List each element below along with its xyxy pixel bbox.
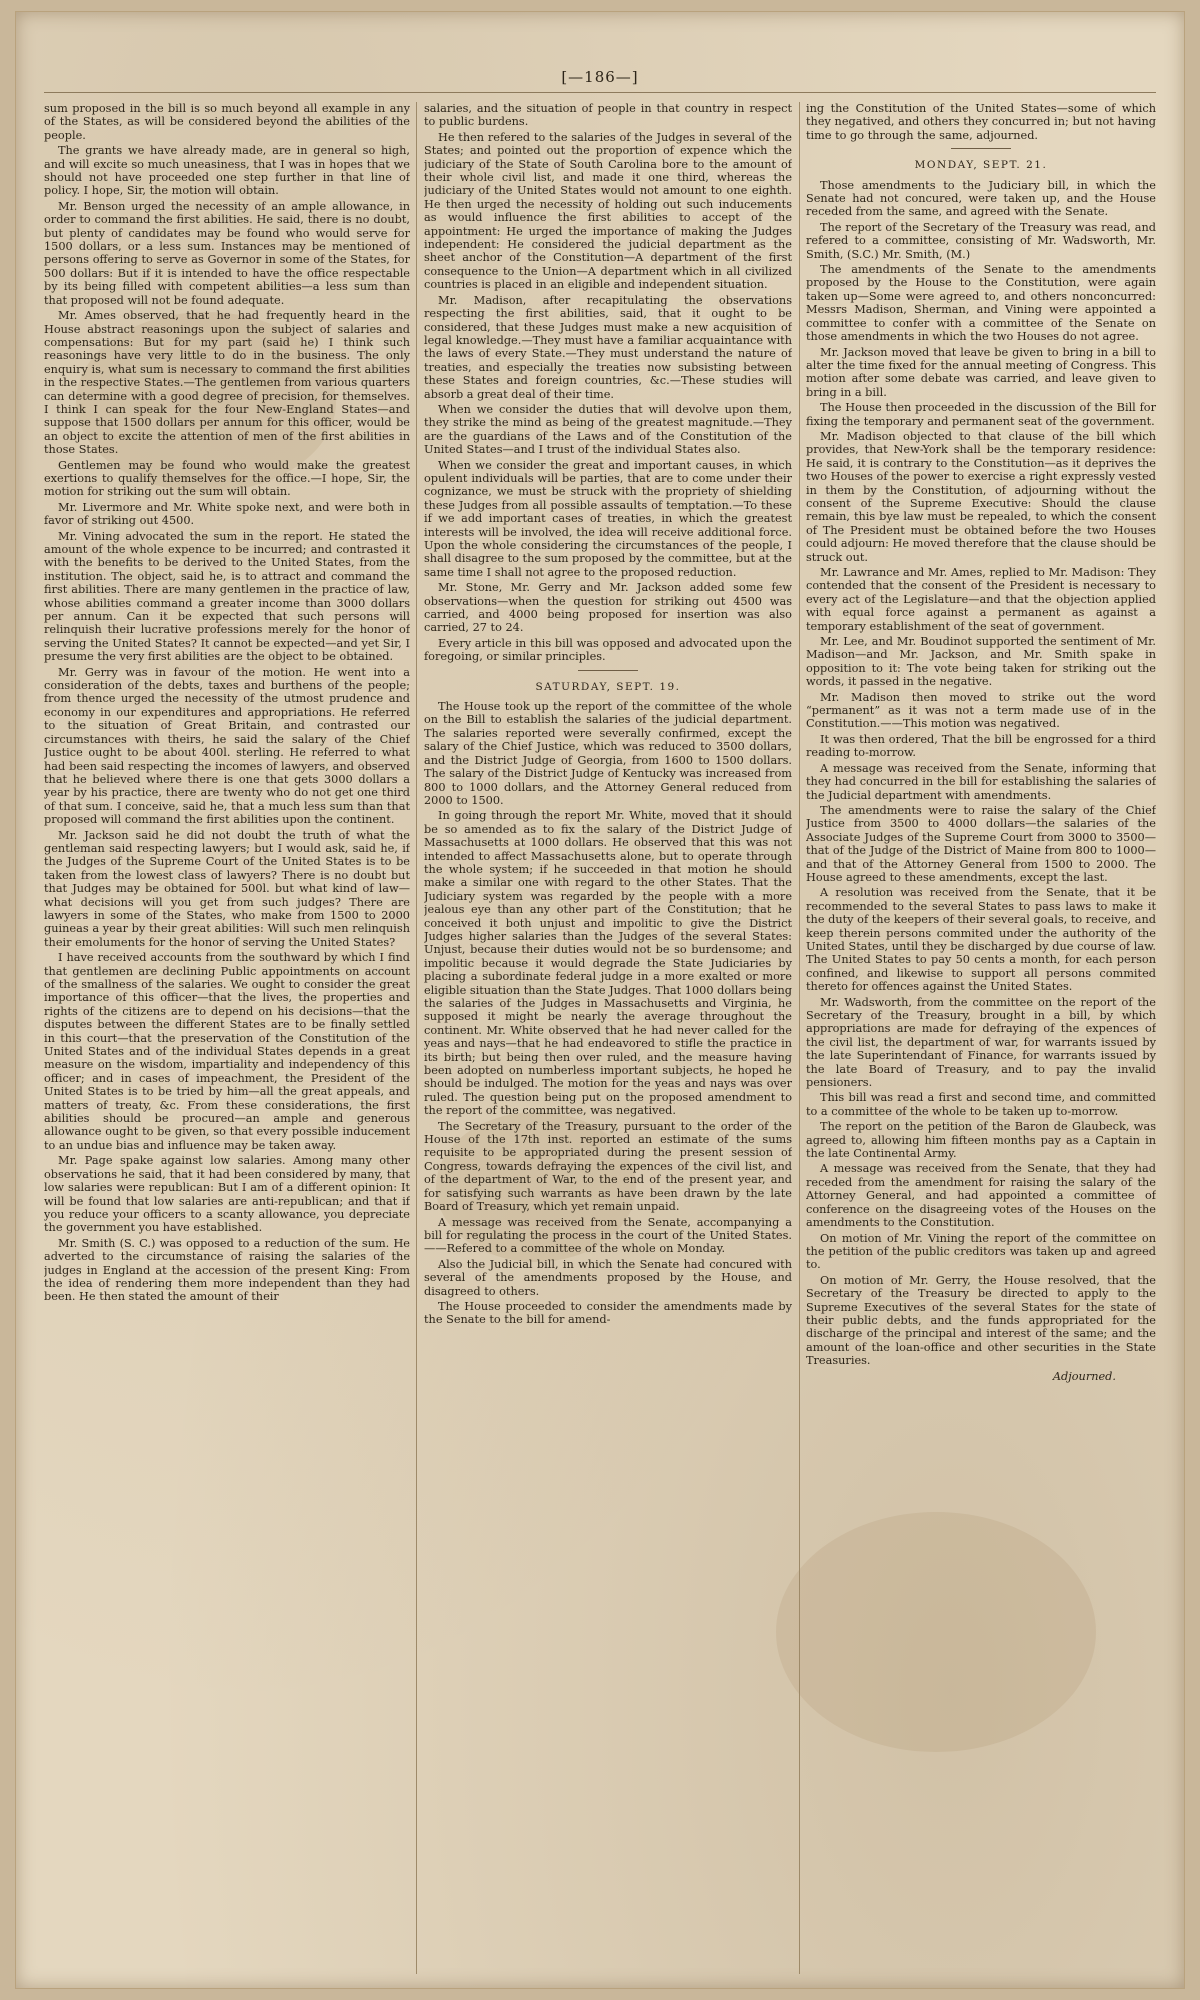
paragraph: He then refered to the salaries of the Judges in several of the States; and pointed out the proportion of expence which the judiciary of the State of South Carolina bore to the amount of their whole civil list, and made it one third, whereas the judiciary of the United States would not amount to one eighth. He then urged the necessity of holding out such inducements as would influence the first abilities to accept of the appointment: He urged the importance of making the Judges independent: He considered the judicial department as the sheet anchor of the Constitution—A department of the first consequence to the Union—A department which in all civilized countries is placed in an eligible and independent situation. (424, 130, 792, 292)
date-heading-monday: MONDAY, SEPT. 21. (914, 159, 1048, 172)
paragraph: The Secretary of the Treasury, pursuant to the order of the House of the 17th inst. reported an estimate of the sums requisite to be appropriated during the present session of Congress, towards defraying the expences of the civil list, and of the department of War, to the end of the present year, and for satisfying such warrants as have been drawn by the late Board of Treasury, which yet remain unpaid. (424, 1119, 792, 1214)
paragraph: Mr. Stone, Mr. Gerry and Mr. Jackson added some few observations—when the question for striking out 4500 was carried, and 4000 being proposed for insertion was also carried, 27 to 24. (424, 581, 792, 635)
paragraph: Mr. Page spake against low salaries. Among many other observations he said, that it had been considered by many, that low salaries were republican: But I am of a different opinion: It will be found that low salaries are anti-republican; and that if you reduce your officers to a scanty allowance, you depreciate the government you have established. (44, 1154, 410, 1235)
paragraph: The amendments were to raise the salary of the Chief Justice from 3500 to 4000 dollars—the salaries of the Associate Judges of the Supreme Court from 3000 to 3500—that of the Judge of the District of Maine from 800 to 1000—and that of the Attorney General from 1500 to 2000. The House agreed to these amendments, except the last. (806, 803, 1156, 884)
paragraph: When we consider the duties that will devolve upon them, they strike the mind as being of the greatest magnitude.—They are the guardians of the Laws and of the Constitution of the United States—and I trust of the individual States also. (424, 402, 792, 457)
column-divider (416, 102, 417, 1974)
paragraph: On motion of Mr. Vining the report of the committee on the petition of the public creditors was taken up and agreed to. (806, 1231, 1156, 1272)
column-1 (44, 102, 410, 1974)
paragraph: Mr. Jackson moved that leave be given to bring in a bill to alter the time fixed for the annual meeting of Congress. This motion after some debate was carried, and leave given to bring in a bill. (806, 345, 1156, 399)
paragraph: The House took up the report of the committee of the whole on the Bill to establish the salaries of the judicial department. The salaries reported were severally confirmed, except the salary of the Chief Justice, which was reduced to 3500 dollars, and the District Judge of Georgia, from 1600 to 1500 dollars. The salary of the District Judge of Kentucky was increased from 800 to 1000 dollars, and the Attorney General reduced from 2000 to 1500. (424, 700, 792, 807)
paragraph: When we consider the great and important causes, in which opulent individuals will be parties, that are to come under their cognizance, we must be struck with the propriety of shielding these Judges from all possible assaults of temptation.—To these if we add important cases of treaties, in which the greatest interests will be involved, the idea will receive additional force. Upon the whole considering the circumstances of the people, I shall disagree to the sum proposed by the committee, but at the same time I shall not agree to the proposed reduction. (424, 458, 792, 579)
paragraph: The grants we have already made, are in general so high, and will excite so much uneasiness, that I was in hopes that we should not have proceeded one step further in that line of policy. I hope, Sir, the motion will obtain. (44, 144, 410, 198)
paragraph: Those amendments to the Judiciary bill, in which the Senate had not concured, were taken up, and the House receded from the same, and agreed with the Senate. (806, 178, 1156, 219)
column-2 (424, 102, 792, 1974)
paragraph: This bill was read a first and second time, and committed to a committee of the whole to be taken up to-morrow. (806, 1091, 1156, 1118)
paragraph: Mr. Lee, and Mr. Boudinot supported the sentiment of Mr. Madison—and Mr. Jackson, and Mr. Smith spake in opposition to it: The vote being taken for striking out the words, it passed in the negative. (806, 635, 1156, 689)
paragraph: On motion of Mr. Gerry, the House resolved, that the Secretary of the Treasury be directed to apply to the Supreme Executives of the several States for the state of their public debts, and the funds appropriated for the discharge of the principal and interest of the same; and the amount of the loan-office and other securities in the State Treasuries. (806, 1273, 1156, 1368)
paragraph: Every article in this bill was opposed and advocated upon the foregoing, or similar principles. (424, 636, 792, 664)
date-heading-saturday: SATURDAY, SEPT. 19. (535, 680, 681, 693)
paragraph: Also the Judicial bill, in which the Senate had concured with several of the amendments proposed by the House, and disagreed to others. (424, 1257, 792, 1298)
paragraph: Mr. Madison, after recapitulating the observations respecting the first abilities, said, that it ought to be considered, that these Judges must make a new acquisition of legal knowledge.—They must have a familiar acquaintance with the laws of every State.—They must understand the nature of treaties, and especially the treaties now subsisting between these States and foreign countries, &c.—These studies will absorb a great deal of their time. (424, 293, 792, 401)
page-number: [—186—] (561, 68, 639, 86)
header-rule (44, 92, 1156, 93)
column-3 (806, 102, 1156, 1974)
paragraph: ing the Constitution of the United States—some of which they negatived, and others they concurred in; but not having time to go through the same, adjourned. (806, 102, 1156, 142)
paragraph: A message was received from the Senate, informing that they had concurred in the bill for establishing the salaries of the Judicial department with amendments. (806, 761, 1156, 802)
paragraph: The report of the Secretary of the Treasury was read, and refered to a committee, consisting of Mr. Wadsworth, Mr. Smith, (S.C.) Mr. Smith, (M.) (806, 220, 1156, 261)
paragraph: Mr. Smith (S. C.) was opposed to a reduction of the sum. He adverted to the circumstance of raising the salaries of the judges in England at the accession of the present King: From the idea of rendering them more independent than they had been. He then stated the amount of their (44, 1236, 410, 1304)
paragraph: A resolution was received from the Senate, that it be recommended to the several States to pass laws to make it the duty of the keepers of their several goals, to receive, and keep therein persons commited under the authority of the United States, until they be discharged by due course of law. The United States to pay 50 cents a month, for each person confined, and likewise to support all persons commited thereto for offences against the United States. (806, 886, 1156, 994)
paragraph: Mr. Wadsworth, from the committee on the report of the Secretary of the Treasury, brought in a bill, by which appropriations are made for defraying of the expences of the civil list, the department of war, for warrants issued by the late Superintendant of Finance, for warrants issued by the late Board of Treasury, and to pay the invalid pensioners. (806, 995, 1156, 1090)
paragraph: sum proposed in the bill is so much beyond all example in any of the States, as will be considered beyond the abilities of the people. (44, 102, 410, 142)
paragraph: The House then proceeded in the discussion of the Bill for fixing the temporary and permanent seat of the government. (806, 401, 1156, 428)
paragraph: Mr. Ames observed, that he had frequently heard in the House abstract reasonings upon the subject of salaries and compensations: But for my part (said he) I think such reasonings have very little to do in the business. The only enquiry is, what sum is necessary to command the first abilities in the respective States.—The gentlemen from various quarters can determine with a good degree of precision, for themselves. I think I can speak for the four New-England States—and suppose that 1500 dollars per annum for this officer, would be an object to excite the attention of men of the first abilities in those States. (44, 309, 410, 457)
paragraph: In going through the report Mr. White, moved that it should be so amended as to fix the salary of the District Judge of Massachusetts at 1000 dollars. He observed that this was not intended to affect Massachusetts alone, but to operate through the whole system; if he succeeded in that motion he should make a similar one with regard to the other States. That the Judiciary system was regarded by the people with a more jealous eye than any other part of the Constitution; that he conceived it both unjust and impolitic to give the District Judges higher salaries than the Judges of the several States: Unjust, because their duties would not be so burdensome; and impolitic because it would degrade the State Judiciaries by placing a subordinate federal judge in a more exalted or more eligible situation than the State Judges. That 1000 dollars being the salaries of the Judges in Massachusetts and Virginia, he supposed it might be nearly the average throughout the continent. Mr. White observed that he had never called for the yeas and nays—that he had endeavored to stifle the practice in its birth; but being then over ruled, and the measure having been adopted on numberless important subjects, he hoped he should be indulged. The motion for the yeas and nays was over ruled. The question being put on the proposed amendment to the report of the committee, was negatived. (424, 809, 792, 1118)
paragraph: Mr. Benson urged the necessity of an ample allowance, in order to command the first abilities. He said, there is no doubt, but plenty of candidates may be found who would serve for 1500 dollars, or a less sum. Instances may be mentioned of persons offering to serve as Governor in some of the States, for 500 dollars: But if it is intended to have the office respectable by its being filled with competent abilities—a less sum than that proposed will not be found adequate. (44, 199, 410, 307)
paragraph: Gentlemen may be found who would make the greatest exertions to qualify themselves for the office.—I hope, Sir, the motion for striking out the sum will obtain. (44, 458, 410, 499)
paragraph: A message was received from the Senate, accompanying a bill for regulating the process in the court of the United States.——Refered to a committee of the whole on Monday. (424, 1215, 792, 1256)
paragraph: Mr. Jackson said he did not doubt the truth of what the gentleman said respecting lawyers; but I would ask, said he, if the Judges of the Supreme Court of the United States is to be taken from the lowest class of lawyers? There is no doubt but that Judges may be obtained for 500l. but what kind of law—what decisions will you get from such judges? There are lawyers in some of the States, who make from 1500 to 2000 guineas a year by their great abilities: Will such men relinquish their emoluments for the honor of serving the United States? (44, 828, 410, 949)
paragraph: The House proceeded to consider the amendments made by the Senate to the bill for amend- (424, 1299, 792, 1327)
paragraph: I have received accounts from the southward by which I find that gentlemen are declining Public appointments on account of the smallness of the salaries. We ought to consider the great importance of this officer—that the lives, the properties and rights of the citizens are to depend on his decisions—that the disputes between the different States are to be finally settled in this court—that the preservation of the Constitution of the United States and of the individual States depends in a great measure on the wisdom, impartiality and independency of this officer; and in cases of impeachment, the President of the United States is to be tried by him—all the great appeals, and matters of treaty, &c. From these considerations, the first abilities should be procured—an ample and generous allowance ought to be given, so that every possible inducement to an undue bias and influence may be taken away. (44, 951, 410, 1152)
paragraph: Mr. Madison objected to that clause of the bill which provides, that New-York shall be the temporary residence: He said, it is contrary to the Constitution—as it deprives the two Houses of the power to exercise a right expressly vested in them by the Constitution, of adjourning without the consent of the Supreme Executive: Should the clause remain, this bye law must be repealed, to which the consent of The President must be obtained before the two Houses could adjourn: He moved therefore that the clause should be struck out. (806, 429, 1156, 564)
paragraph: The amendments of the Senate to the amendments proposed by the House to the Constitution, were again taken up—Some were agreed to, and others nonconcurred: Messrs Madison, Sherman, and Vining were appointed a committee to confer with a committee of the Senate on those amendments in which the two Houses do not agree. (806, 263, 1156, 344)
paragraph: Mr. Lawrance and Mr. Ames, replied to Mr. Madison: They contended that the consent of the President is necessary to every act of the Legislature—and that the objection applied with equal force against a permanent as against a temporary establishment of the seat of government. (806, 566, 1156, 633)
paragraph: salaries, and the situation of people in that country in respect to public burdens. (424, 102, 792, 129)
paragraph: Mr. Gerry was in favour of the motion. He went into a consideration of the debts, taxes and burthens of the people; from thence urged the necessity of the utmost prudence and economy in our expenditures and appropriations. He referred to the situation of Great Britain, and contrasted our circumstances with theirs, he said the salary of the Chief Justice ought to be about 400l. sterling. He referred to what had been said respecting the incomes of lawyers, and observed that he believed where there is one that gets 3000 dollars a year by his practice, there are twenty who do not get one third of that sum. I conceive, said he, that a much less sum than that proposed will command the first abilities upon the continent. (44, 665, 410, 827)
paragraph: A message was received from the Senate, that they had receded from the amendment for raising the salary of the Attorney General, and had appointed a committee of conference on the disagreeing votes of the Houses on the amendments to the Constitution. (806, 1162, 1156, 1230)
paragraph: Mr. Madison then moved to strike out the word “permanent” as it was not a term made use of in the Constitution.——This motion was negatived. (806, 690, 1156, 731)
section-rule (951, 148, 1011, 149)
column-divider (799, 102, 800, 1974)
adjourned-note: Adjourned. (1052, 1369, 1116, 1383)
newspaper-page (16, 12, 1184, 1988)
paragraph: Mr. Vining advocated the sum in the report. He stated the amount of the whole expence to be incurred; and contrasted it with the benefits to be derived to the United States, from the institution. The object, said he, is to attract and command the first abilities. There are many gentlemen in the practice of law, whose abilities command a greater income than 3000 dollars per annum. Can it be expected that such persons will relinquish their lucrative professions merely for the honor of serving the United States? It cannot be expected—and yet Sir, I presume the very first abilities are the object to be obtained. (44, 529, 410, 664)
paragraph: The report on the petition of the Baron de Glaubeck, was agreed to, allowing him fifteen months pay as a Captain in the late Continental Army. (806, 1120, 1156, 1161)
section-rule (578, 670, 638, 671)
paragraph: Mr. Livermore and Mr. White spoke next, and were both in favor of striking out 4500. (44, 500, 410, 528)
paragraph: It was then ordered, That the bill be engrossed for a third reading to-morrow. (806, 732, 1156, 760)
